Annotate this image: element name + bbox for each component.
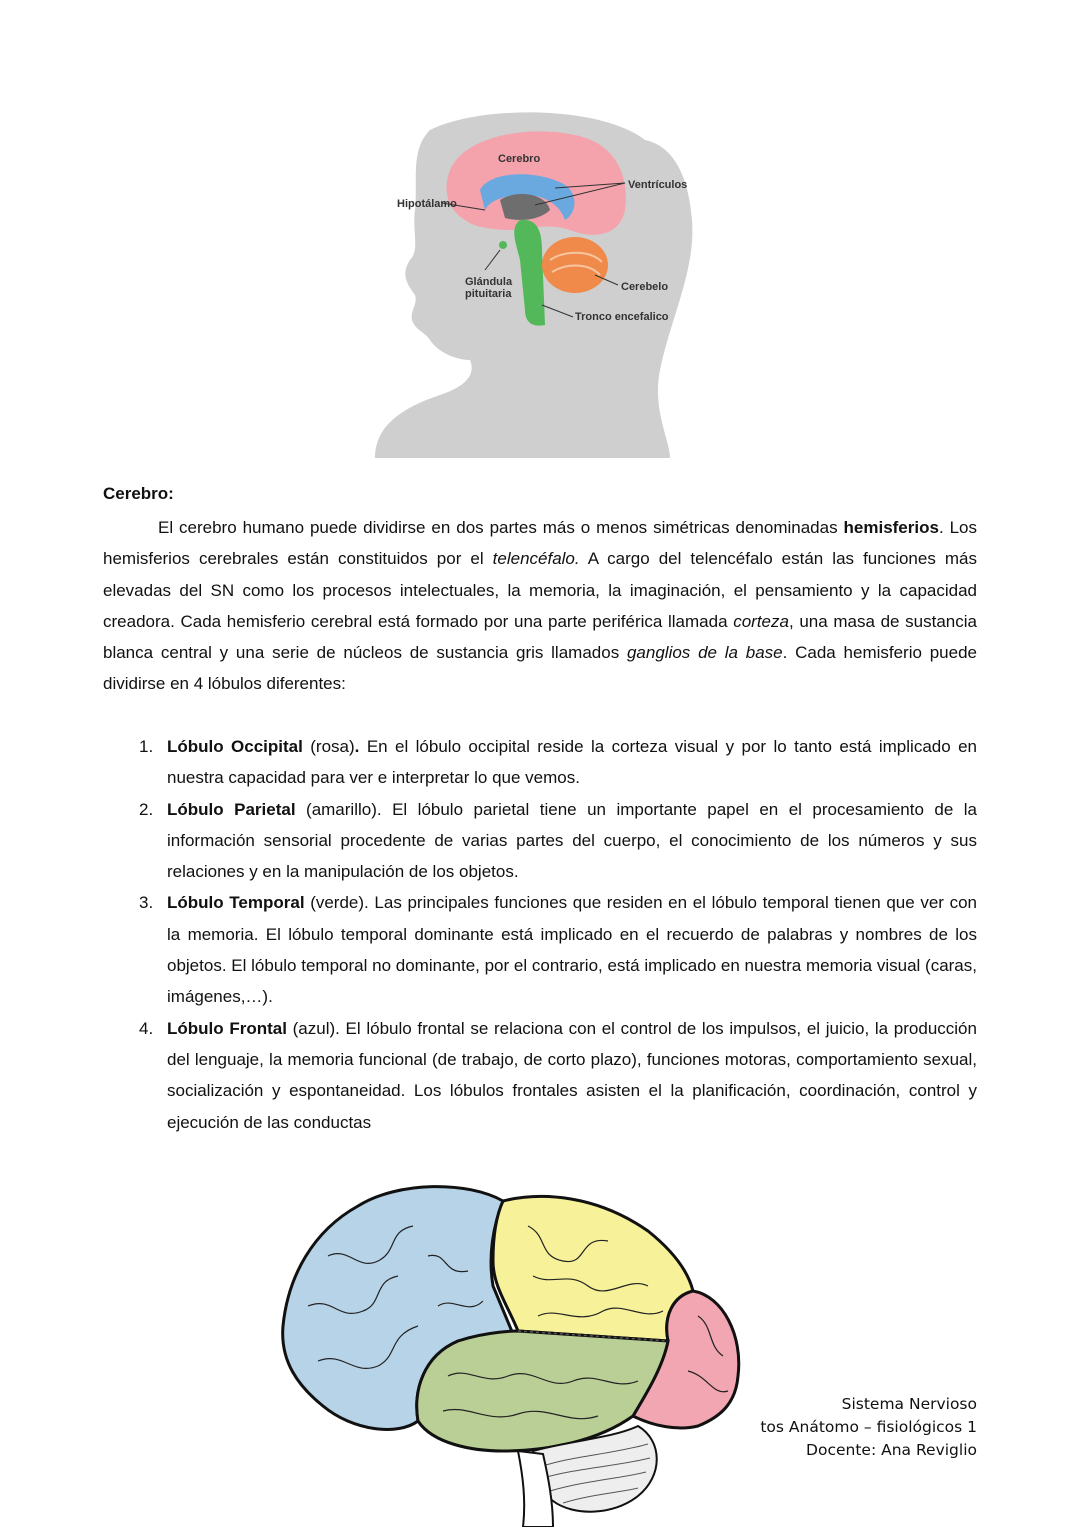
lobe-name: Lóbulo Temporal <box>167 893 305 913</box>
lobe-description: En el lóbulo occipital reside la corteza visual y por lo tanto está implicado en nuestra capacidad para ver e interpretar lo que vemos. <box>167 737 977 788</box>
lobe-color: (verde) <box>310 893 365 913</box>
lobe-name: Lóbulo Parietal <box>167 799 296 819</box>
list-number: 2. <box>139 799 154 819</box>
footer-course: tos Anátomo – fisiológicos 1 <box>760 1418 977 1436</box>
lobe-description: El lóbulo parietal tiene un importante papel en el procesamiento de la información sensorial procedente de varias partes del cuerpo, el conocimiento de los números y sus relaciones y en la manipulación de los objetos. <box>167 799 977 882</box>
brain-sagittal-figure <box>370 110 710 458</box>
intro-text: . Los hemisferios cerebrales están constituidos por el <box>103 518 978 569</box>
lobe-description: El lóbulo frontal se relaciona con el control de los impulsos, el juicio, la producción del lenguaje, la memoria funcional (de trabajo, de corto plazo), funciones motoras, comportamiento sexual, socialización y espontaneidad. Los lóbulos frontales asisten el la planificación, coordinación, control y ejecución de las conductas <box>167 1018 977 1132</box>
intro-paragraph <box>103 512 977 700</box>
lobe-name: Lóbulo Occipital <box>167 737 303 756</box>
brain-lobes-illustration <box>268 1176 748 1527</box>
intro-bold: hemisferios <box>843 518 939 537</box>
lobe-color: (rosa) <box>310 737 355 756</box>
lobes-list <box>103 731 977 1138</box>
footer-teacher: Docente: Ana Reviglio <box>806 1441 977 1459</box>
footer-subject: Sistema Nervioso <box>841 1395 977 1413</box>
list-item <box>103 1013 977 1138</box>
intro-italic: corteza <box>733 611 789 631</box>
list-number: 1. <box>139 737 154 756</box>
lobe-color: (azul) <box>292 1018 336 1038</box>
lobe-separator: . <box>335 1018 346 1038</box>
list-number: 3. <box>139 893 154 913</box>
list-item <box>103 794 977 888</box>
intro-text: . Cada hemisferio puede dividirse en 4 lóbulos diferentes: <box>103 643 977 694</box>
intro-text: , una masa de sustancia blanca central y una serie de núcleos de sustancia gris llamados <box>103 611 977 663</box>
page-footer <box>760 1393 977 1462</box>
label-hipotalamo: Hipotálamo <box>397 198 457 210</box>
list-item <box>103 887 977 1012</box>
lobe-separator: . <box>354 737 367 756</box>
intro-italic: telencéfalo. <box>492 549 580 569</box>
label-ventriculos: Ventrículos <box>628 179 688 191</box>
parietal-lobe <box>493 1196 693 1341</box>
intro-text: El cerebro humano puede dividirse en dos partes más o menos simétricas denominadas <box>158 518 844 537</box>
label-cerebro: Cerebro <box>498 153 541 165</box>
brain-lobes-figure <box>268 1176 748 1527</box>
label-glandula: Glándula <box>465 276 513 288</box>
lobe-name: Lóbulo Frontal <box>167 1018 287 1038</box>
label-pituitaria: pituitaria <box>465 288 512 300</box>
list-number: 4. <box>139 1018 154 1038</box>
intro-text: A cargo del telencéfalo están las funciones más elevadas del SN como los procesos intelectuales, la memoria, la imaginación, el pensamiento y la capacidad creadora. Cada hemisferio cerebral está formado por una parte periférica llamada <box>103 549 977 631</box>
lobe-separator: . <box>364 893 375 913</box>
section-heading: Cerebro: <box>103 484 174 503</box>
pituitaria-region <box>499 241 507 249</box>
lobe-description: Las principales funciones que residen en el lóbulo temporal tienen que ver con la memoria. El lóbulo temporal dominante está implicado en el recuerdo de palabras y nombres de los objetos. El lóbulo temporal no dominante, por el contrario, está implicado en nuestra memoria visual (caras, imágenes,…). <box>167 893 978 1007</box>
label-tronco: Tronco encefalico <box>575 311 669 323</box>
intro-italic: ganglios de la base <box>626 643 783 663</box>
lobe-separator: . <box>376 799 393 819</box>
brain-sagittal-illustration <box>370 110 710 458</box>
label-cerebelo: Cerebelo <box>621 281 669 293</box>
lobe-color: (amarillo) <box>306 799 377 819</box>
list-item <box>103 731 977 794</box>
